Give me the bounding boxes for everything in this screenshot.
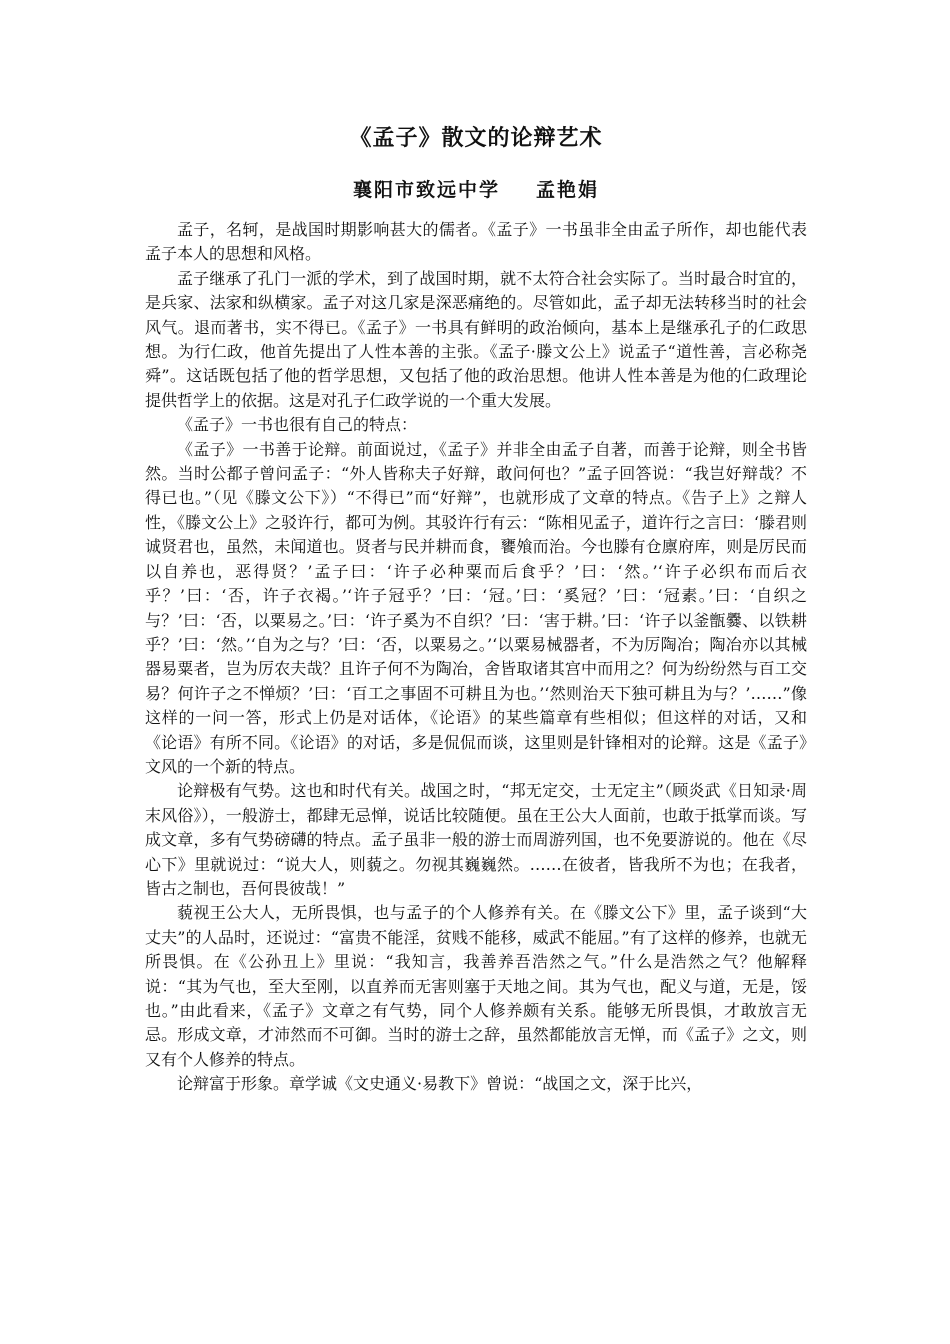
paragraph: 藐视王公大人，无所畏惧，也与孟子的个人修养有关。在《滕文公下》里，孟子谈到“大丈夫”的人品时，还说过：“富贵不能淫，贫贱不能移，威武不能屈。”有了这样的修养，也就无所畏惧。在《公孙丑上》里说：“我知言，我善养吾浩然之气。”什么是浩然之气？他解释说：“其为气也，至大至刚，以直养而无害则塞于天地之间。其为气也，配义与道，无是，馁也。”由此看来，《孟子》文章之有气势，同个人修养颇有关系。能够无所畏惧，才敢放言无忌。形成文章，才沛然而不可御。当时的游士之辞，虽然都能放言无惮，而《孟子》之文，则又有个人修养的特点。 [145,903,807,1069]
document-body [145,218,807,1097]
document-page [145,118,807,1097]
paragraph: 孟子，名轲，是战国时期影响甚大的儒者。《孟子》一书虽非全由孟子所作，却也能代表孟子本人的思想和风格。 [145,220,807,264]
paragraph: 《孟子》一书也很有自己的特点： [177,415,418,435]
paragraph: 论辩富于形象。章学诚《文史通义·易教下》曾说：“战国之文，深于比兴， [177,1074,703,1094]
author-name: 孟艳娟 [536,179,600,201]
paragraph: 《孟子》一书善于论辩。前面说过，《孟子》并非全由孟子自著，而善于论辩，则全书皆然。当时公都子曾问孟子：“外人皆称夫子好辩，敢问何也？”孟子回答说：“我岂好辩哉？不得已也。”（见《滕文公下》）“不得已”而“好辩”，也就形成了文章的特点。《告子上》之辩人性，《滕文公上》之驳许行，都可为例。其驳许行有云：“陈相见孟子，道许行之言曰：‘滕君则诚贤君也，虽然，未闻道也。贤者与民并耕而食，饔飧而治。今也滕有仓廪府库，则是厉民而以自养也，恶得贤？’孟子曰：‘许子必种粟而后食乎？’曰：‘然。’‘许子必织布而后衣乎？’曰：‘否，许子衣褐。’‘许子冠乎？’曰：‘冠。’曰：‘奚冠？’曰：‘冠素。’曰：‘自织之与？’曰：‘否，以粟易之。’曰：‘许子奚为不自织？’曰：‘害于耕。’曰：‘许子以釜甑爨、以铁耕乎？’曰：‘然。’‘自为之与？’曰：‘否，以粟易之。’‘以粟易械器者，不为厉陶冶；陶冶亦以其械器易粟者，岂为厉农夫哉？且许子何不为陶冶，舍皆取诸其宫中而用之？何为纷纷然与百工交易？何许子之不惮烦？’曰：‘百工之事固不可耕且为也。’‘然则治天下独可耕且为与？’……”像这样的一问一答，形式上仍是对话体，《论语》的某些篇章有些相似；但这样的对话，又和《论语》有所不同。《论语》的对话，多是侃侃而谈，这里则是针锋相对的论辩。这是《孟子》文风的一个新的特点。 [145,439,807,776]
author-school: 襄阳市致远中学 [352,179,500,201]
paragraph: 论辩极有气势。这也和时代有关。战国之时，“邦无定交，士无定主”（顾炎武《日知录·周末风俗》），一般游士，都肆无忌惮，说话比较随便。虽在王公大人面前，也敢于抵掌而谈。写成文章，多有气势磅礴的特点。孟子虽非一般的游士而周游列国，也不免要游说的。他在《尽心下》里就说过：“说大人，则藐之。勿视其巍巍然。……在彼者，皆我所不为也；在我者，皆古之制也，吾何畏彼哉！” [145,781,807,898]
paragraph: 孟子继承了孔门一派的学术，到了战国时期，就不太符合社会实际了。当时最合时宜的，是兵家、法家和纵横家。孟子对这几家是深恶痛绝的。尽管如此，孟子却无法转移当时的社会风气。退而著书，实不得已。《孟子》一书具有鲜明的政治倾向，基本上是继承孔子的仁政思想。为行仁政，他首先提出了人性本善的主张。《孟子·滕文公上》说孟子“道性善，言必称尧舜”。这话既包括了他的哲学思想，又包括了他的政治思想。他讲人性本善是为他的仁政理论提供哲学上的依据。这是对孔子仁政学说的一个重大发展。 [145,268,807,410]
document-title: 《孟子》散文的论辩艺术 [349,125,603,151]
author-byline [145,174,807,206]
